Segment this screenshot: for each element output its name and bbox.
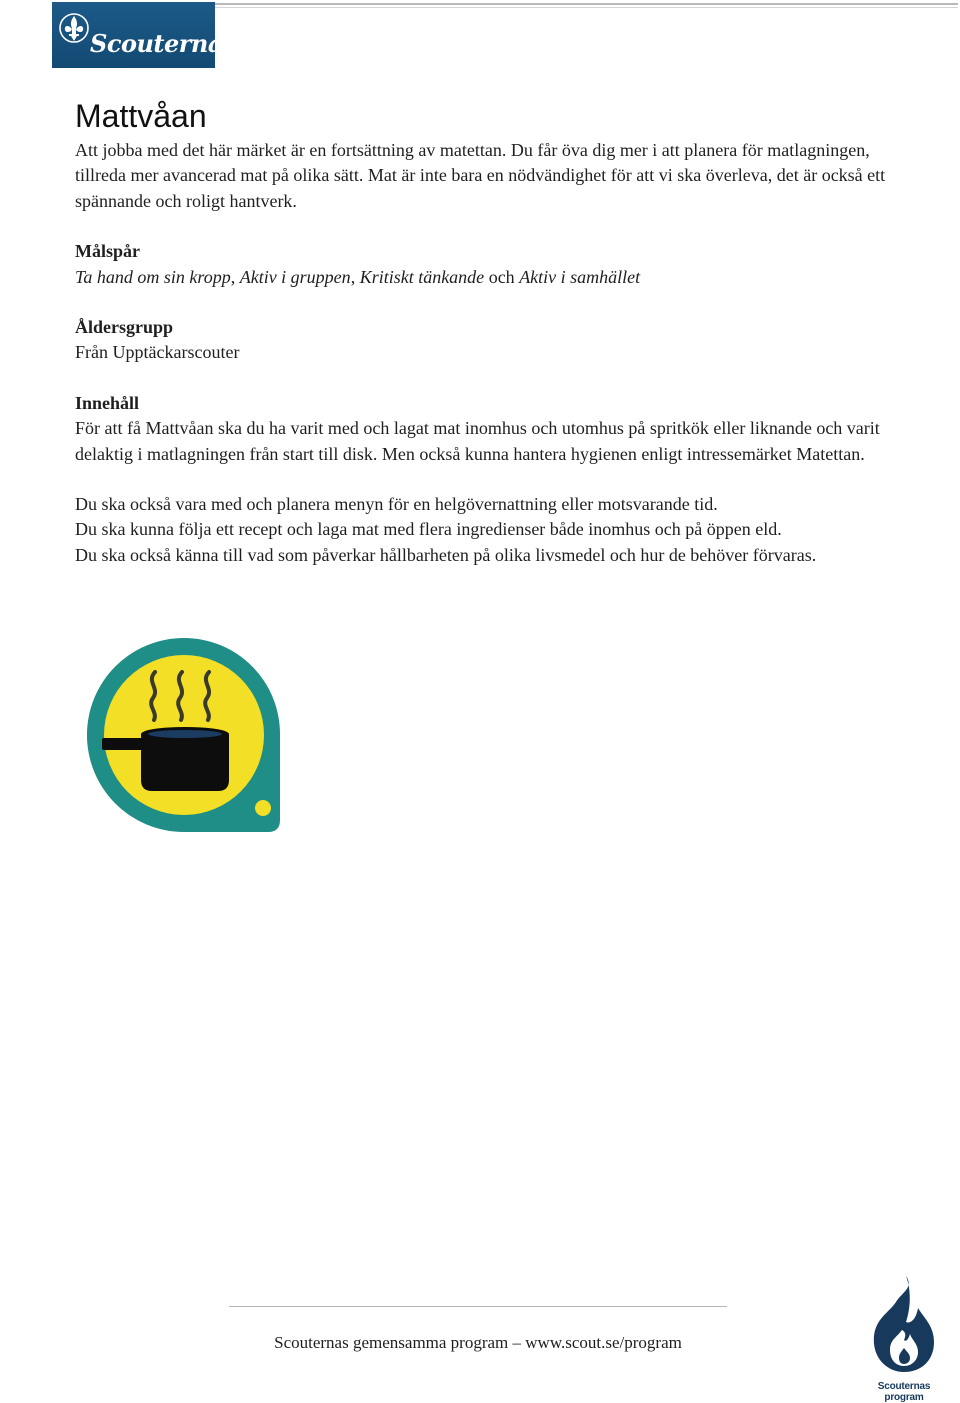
malspar-item: Aktiv i gruppen <box>239 266 351 287</box>
aldersgrupp-value: Från Upptäckarscouter <box>75 342 240 363</box>
page-title: Mattvåan <box>75 98 207 134</box>
malspar-item: Ta hand om sin kropp <box>75 266 231 287</box>
malspar-text <box>75 265 895 290</box>
scouterna-logo[interactable] <box>52 2 223 68</box>
malspar-separator: , <box>350 266 360 287</box>
innehall-line: Du ska också vara med och planera menyn för en helgövernattning eller motsvarande tid. <box>75 494 718 515</box>
cooking-pot-badge-icon <box>86 636 282 834</box>
innehall-line: Du ska också känna till vad som påverkar hållbarheten på olika livsmedel och hur de behöver förvaras. <box>75 544 817 565</box>
fleur-de-lis-icon <box>58 10 90 46</box>
footer-rule <box>229 1306 727 1307</box>
malspar-separator: , <box>230 266 240 287</box>
innehall-line: Du ska kunna följa ett recept och laga mat med flera ingredienser både inomhus och på öppen eld. <box>75 519 782 540</box>
header-rule <box>214 3 958 5</box>
aldersgrupp-heading: Åldersgrupp <box>75 317 174 338</box>
logo-text: Scouterna <box>90 29 223 58</box>
flame-icon <box>866 1274 938 1374</box>
document-body <box>75 96 895 568</box>
footer-program-label: Scouternas program <box>877 1381 931 1403</box>
malspar-item: Aktiv i samhället <box>519 266 641 287</box>
malspar-item: Kritiskt tänkande <box>359 266 485 287</box>
malspar-heading: Målspår <box>75 241 140 262</box>
malspar-separator: och <box>484 266 520 287</box>
intro-paragraph: Att jobba med det här märket är en fortsättning av matettan. Du får öva dig mer i att planera för matlagningen, tillreda mer avancerad mat på olika sätt. Mat är inte bara en nödvändighet för att vi ska överleva, det är också ett spännande och roligt hantverk. <box>75 140 886 211</box>
footer-text[interactable]: Scouternas gemensamma program – www.scout.se/program <box>274 1333 682 1352</box>
innehall-heading: Innehåll <box>75 392 140 413</box>
header-rule-thin <box>214 7 958 8</box>
innehall-paragraph: För att få Mattvåan ska du ha varit med och lagat mat inomhus och utomhus på spritkök eller liknande och varit delaktig i matlagningen från start till disk. Men också kunna hantera hygienen enligt intressemärket Matettan. <box>75 418 880 464</box>
